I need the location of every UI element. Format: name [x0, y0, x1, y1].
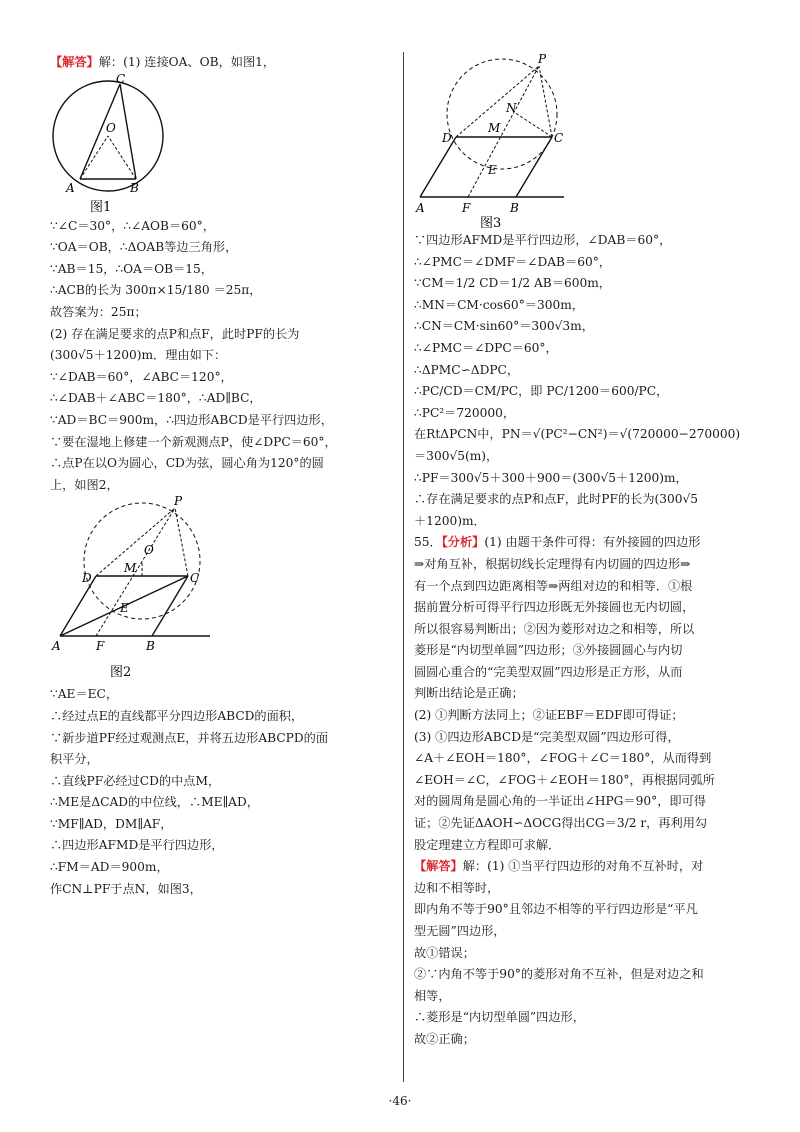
text-line: (3) ①四边形ABCD是“完美型双圆”四边形可得， [414, 729, 680, 744]
text-line: ∵AE＝EC， [50, 687, 119, 702]
fig3-label-m: M [488, 121, 501, 135]
fig1-label-a: A [66, 180, 75, 195]
text-line: (300√5＋1200)m．理由如下： [50, 348, 227, 363]
text-line: ∴MN＝CM·cos60°＝300m， [414, 297, 584, 312]
text-line: 【解答】解：(1) ①当平行四边形的对角不互补时，对 [414, 859, 704, 874]
text-line: 边和不相等时， [414, 880, 500, 895]
text-line: 所以很容易判断出；②因为菱形对边之和相等，所以 [414, 621, 695, 636]
text-line: 股定理建立方程即可求解． [414, 837, 561, 852]
answer-tag: 【解答】 [414, 859, 463, 874]
fig1-label-b: B [130, 180, 139, 195]
text-line: ∴FM＝AD＝900m， [50, 860, 169, 875]
text-line: ∴四边形AFMD是平行四边形， [50, 838, 224, 853]
left-column [50, 52, 395, 900]
fig3-label-n: N [506, 101, 517, 115]
text-line: 有一个点到四边距离相等⇒两组对边的和相等．①根 [414, 578, 693, 593]
text-line: ∵OA＝OB，∴ΔOAB等边三角形， [50, 240, 238, 255]
fig2-caption: 图2 [110, 665, 132, 681]
fig2-label-f: F [96, 639, 105, 654]
text-line: 作CN⊥PF于点N，如图3， [50, 881, 202, 896]
text-line: 对的圆周角是圆心角的一半证出∠HPG＝90°，即可得 [414, 794, 706, 809]
text-line: ∴点P在以O为圆心，CD为弦，圆心角为120°的圆 [50, 456, 324, 471]
fig3-label-b: B [510, 201, 519, 215]
text-line: ∠EOH＝∠C，∠FOG＋∠EOH＝180°，再根据同弧所 [414, 772, 715, 787]
text-line: ∵AD＝BC＝900m，∴四边形ABCD是平行四边形， [50, 412, 333, 427]
text-line: ∵MF∥AD，DM∥AF， [50, 816, 173, 831]
fig3-label-e: E [488, 163, 497, 177]
text-line: 故①错误； [414, 945, 475, 960]
text-line: ∴ACB的长为 300π×15/180 ＝25π， [50, 283, 262, 298]
text-line: ∴∠PMC＝∠DPC＝60°， [414, 340, 558, 355]
fig1-label-c: C [116, 73, 126, 86]
fig3-caption: 图3 [480, 216, 502, 230]
question-number: 55． [414, 535, 442, 550]
text-line: ∵∠DAB＝60°，∠ABC＝120°， [50, 369, 233, 384]
text-line: ∵四边形AFMD是平行四边形，∠DAB＝60°， [414, 233, 672, 247]
fig2-label-d: D [82, 571, 92, 586]
fig2-label-o: O [144, 543, 154, 558]
analysis-tag: 【分析】 [441, 535, 485, 550]
text-line: ∵要在湿地上修建一个新观测点P，使∠DPC＝60°， [50, 434, 337, 449]
fig3-label-c: C [554, 131, 564, 145]
fig3-label-f: F [462, 201, 471, 215]
text-line: ∴CN＝CM·sin60°＝300√3m， [414, 319, 594, 334]
column-divider [403, 52, 404, 1082]
figure-2 [50, 496, 250, 684]
text-line: ∵AB＝15，∴OA＝OB＝15， [50, 261, 213, 276]
fig2-label-b: B [146, 639, 155, 654]
text-line: ∴ME是ΔCAD的中位线，∴ME∥AD， [50, 795, 259, 810]
text-line: 圆圆心重合的“完美型双圆”四边形是正方形，从而 [414, 664, 683, 679]
text-line: 【解答】解：(1) 连接OA、OB，如图1， [50, 55, 276, 69]
text-line: 即内角不等于90°且邻边不相等的平行四边形是“平凡 [414, 902, 698, 917]
text-line: 故答案为：25π； [50, 304, 147, 319]
text-line: 证；②先证ΔAOH∽ΔOCG得出CG＝3/2 r，再利用勾 [414, 816, 708, 831]
text-line: (2) 存在满足要求的点P和点F，此时PF的长为 [50, 326, 300, 341]
text-line: ∴菱形是“内切型单圆”四边形， [414, 1010, 585, 1025]
figure-3 [414, 52, 614, 230]
text-line: ＝300√5(m)， [414, 448, 499, 463]
text-line: ∴PC/CD＝CM/PC，即 PC/1200＝600/PC， [414, 384, 669, 399]
fig3-label-a: A [416, 201, 425, 215]
text-line: 型无圆”四边形， [414, 924, 506, 938]
text-line: ∴经过点E的直线都平分四边形ABCD的面积， [50, 708, 304, 723]
text-line: ∴直线PF必经过CD的中点M， [50, 773, 221, 788]
text-line: ⇒对角互补，根据切线长定理得有内切圆的四边形⇒ [414, 556, 691, 571]
fig2-label-e: E [120, 601, 129, 616]
text-line: ∵新步道PF经过观测点E，并将五边形ABCPD的面 [50, 730, 329, 745]
text-line: 在RtΔPCN中，PN＝√(PC²−CN²)＝√(720000−270000) [414, 427, 741, 442]
text-line: 积平分， [50, 752, 99, 767]
text-line: ②∵内角不等于90°的菱形对角不互补，但是对边之和 [414, 967, 704, 982]
page-number: ·46· [388, 1094, 412, 1108]
text-line: ∴PF＝300√5＋300＋900＝(300√5＋1200)m， [414, 470, 688, 485]
fig1-caption: 图1 [90, 199, 112, 215]
text-line: 据前置分析可得平行四边形既无外接圆也无内切圆， [414, 600, 695, 615]
text-line: ∵∠C＝30°，∴∠AOB＝60°， [50, 218, 215, 233]
text-line: 故②正确； [414, 1031, 475, 1046]
text-line: 判断出结论是正确； [414, 686, 524, 701]
text-line: ∴PC²＝720000， [414, 405, 516, 420]
right-column [414, 52, 759, 1051]
text-line: ∴存在满足要求的点P和点F，此时PF的长为(300√5 [414, 492, 699, 507]
fig3-label-d: D [442, 131, 452, 145]
figure-1 [50, 74, 170, 216]
text-line: ∠A＋∠EOH＝180°，∠FOG＋∠C＝180°，从而得到 [414, 751, 712, 766]
text-line: ∴∠DAB＋∠ABC＝180°，∴AD∥BC， [50, 391, 262, 406]
text-line: ∴∠PMC＝∠DMF＝∠DAB＝60°， [414, 254, 611, 269]
text-line: 菱形是“内切型单圆”四边形；③外接圆圆心与内切 [414, 643, 683, 658]
text-line: (2) ①判断方法同上；②证EBF＝EDF即可得证； [414, 708, 684, 723]
fig1-label-o: O [106, 120, 116, 135]
fig3-label-p: P [538, 52, 547, 66]
answer-tag: 【解答】 [50, 55, 99, 69]
text-line: ＋1200)m． [414, 513, 486, 528]
fig2-label-c: C [190, 571, 200, 586]
fig2-label-m: M [124, 561, 137, 576]
fig2-label-p: P [174, 496, 183, 509]
text-line: ∵CM＝1/2 CD＝1/2 AB＝600m， [414, 276, 611, 291]
text-line: 相等， [414, 988, 451, 1003]
text-line: ∴ΔPMC∽ΔDPC， [414, 362, 520, 377]
text-line: 55．【分析】(1) 由题干条件可得：有外接圆的四边形 [414, 535, 701, 550]
text-line: 上，如图2， [50, 477, 119, 492]
fig2-label-a: A [52, 639, 61, 654]
